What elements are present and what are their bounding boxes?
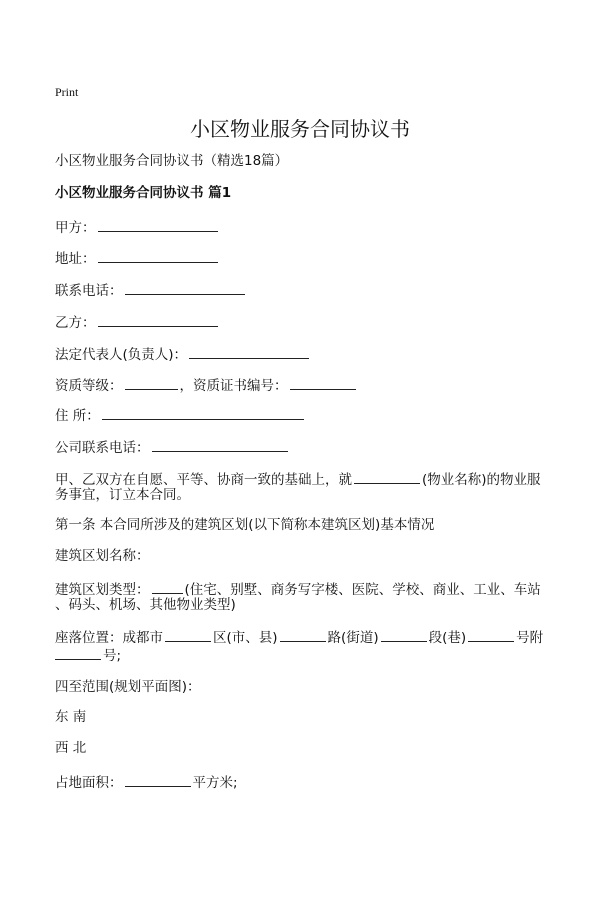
road-blank (280, 627, 326, 642)
zone-type-options: (住宅、别墅、商务写字楼、医院、学校、商业、工业、车站 (184, 582, 541, 598)
zone-type-label: 建筑区划类型： (55, 582, 150, 598)
party-b-blank (98, 312, 218, 327)
area-label: 占地面积： (55, 775, 123, 791)
legal-rep-label: 法定代表人(负责人)： (55, 347, 188, 363)
party-a-blank (98, 217, 218, 232)
area-unit: 平方米; (192, 775, 238, 791)
road-label: 路(街道) (327, 630, 379, 646)
section-label: 段(巷) (428, 630, 467, 646)
property-name-blank (354, 469, 420, 484)
qual-level-blank (125, 375, 178, 390)
zone-type-blank (152, 579, 183, 594)
party-b-label: 乙方： (55, 315, 96, 331)
legal-rep-blank (189, 344, 309, 359)
qual-cert-blank (290, 375, 356, 390)
residence-field (55, 405, 306, 425)
subtitle: 小区物业服务合同协议书（精选18篇） (55, 153, 289, 169)
district-label: 区(市、县) (213, 630, 278, 646)
page-title: 小区物业服务合同协议书 (190, 117, 410, 141)
qual-level-label: 资质等级： (55, 378, 123, 394)
print-label[interactable]: Print (55, 85, 79, 99)
intro-text: (物业名称)的物业服 (422, 472, 541, 488)
article-1-heading: 第一条 本合同所涉及的建筑区划(以下简称本建筑区划)基本情况 (55, 517, 435, 533)
company-phone-field (55, 437, 290, 457)
section-blank (381, 627, 427, 642)
address-blank (98, 248, 218, 263)
party-b-field (55, 312, 220, 332)
intro-text: 甲、乙双方在自愿、平等、协商一致的基础上，就 (55, 472, 352, 488)
location-line-1 (55, 627, 543, 647)
location-line-2 (55, 645, 121, 665)
intro-line-2: 务事宜，订立本合同。 (55, 487, 190, 503)
phone-blank (125, 280, 245, 295)
east-south-label: 东 南 (55, 709, 87, 725)
residence-label: 住 所： (55, 408, 100, 424)
company-phone-label: 公司联系电话： (55, 440, 150, 456)
area-field (55, 772, 238, 792)
boundary-label: 四至范围(规划平面图)： (55, 679, 201, 695)
number-blank (468, 627, 514, 642)
address-label: 地址： (55, 251, 96, 267)
west-north-label: 西 北 (55, 740, 87, 756)
qualification-field (55, 375, 358, 395)
zone-type-line-2: 、码头、机场、其他物业类型) (55, 597, 236, 613)
address-field (55, 248, 220, 268)
district-blank (165, 627, 211, 642)
phone-field (55, 280, 247, 300)
section-heading: 小区物业服务合同协议书 篇1 (55, 185, 232, 201)
qual-cert-label: ，资质证书编号： (179, 378, 288, 394)
area-blank (125, 772, 191, 787)
sub-number-blank (55, 645, 101, 660)
party-a-label: 甲方： (55, 220, 96, 236)
sub-number-label: 号; (103, 648, 122, 664)
party-a-field (55, 217, 220, 237)
legal-rep-field (55, 344, 311, 364)
company-phone-blank (152, 437, 288, 452)
number-label: 号附 (516, 630, 544, 646)
residence-blank (102, 405, 304, 420)
location-label: 座落位置：成都市 (55, 630, 163, 646)
phone-label: 联系电话： (55, 283, 123, 299)
zone-name-label: 建筑区划名称： (55, 548, 150, 564)
